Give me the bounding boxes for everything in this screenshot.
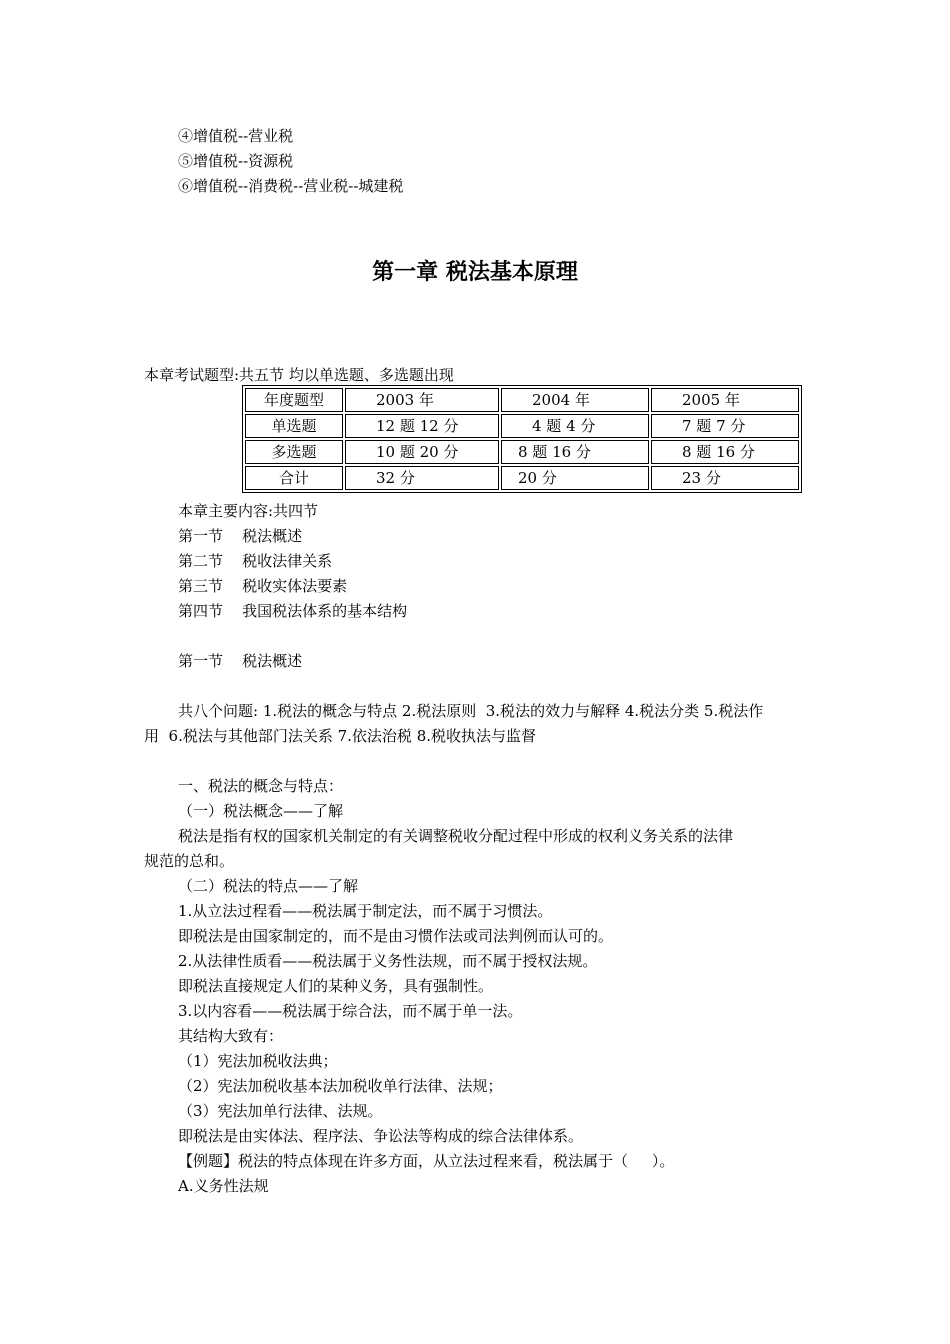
subheading: （二）税法的特点——了解: [178, 877, 359, 895]
section-item: 第二节 税收法律关系: [178, 552, 333, 570]
main-content-label: 本章主要内容:共四节: [178, 502, 319, 520]
table-cell: 多选题: [245, 440, 343, 464]
table-header-cell: 年度题型: [245, 388, 343, 412]
table-cell: 10 题 20 分: [345, 440, 499, 464]
section-item: 第三节 税收实体法要素: [178, 577, 348, 595]
list-item: ⑤增值税--资源税: [178, 152, 294, 170]
table-cell: 7 题 7 分: [651, 414, 799, 438]
table-header-cell: 2005 年: [651, 388, 799, 412]
table-header-row: [245, 388, 799, 412]
paragraph: 其结构大致有：: [178, 1027, 284, 1045]
section-heading: 第一节 税法概述: [178, 652, 303, 670]
exam-score-table: [242, 385, 802, 493]
exam-intro: 本章考试题型:共五节 均以单选题、多选题出现: [144, 366, 454, 384]
table-cell: 单选题: [245, 414, 343, 438]
section-item: 第一节 税法概述: [178, 527, 303, 545]
list-item: （3）宪法加单行法律、法规。: [178, 1102, 383, 1120]
questions-line: 共八个问题: 1.税法的概念与特点 2.税法原则 3.税法的效力与解释 4.税法分类 5.税法作: [178, 702, 764, 720]
list-item: （2）宪法加税收基本法加税收单行法律、法规；: [178, 1077, 503, 1095]
list-item: ⑥增值税--消费税--营业税--城建税: [178, 177, 404, 195]
table-row: [245, 466, 799, 490]
subheading: （一）税法概念——了解: [178, 802, 344, 820]
section-item: 第四节 我国税法体系的基本结构: [178, 602, 408, 620]
paragraph: 2.从法律性质看——税法属于义务性法规，而不属于授权法规。: [178, 952, 598, 970]
chapter-title: 第一章 税法基本原理: [372, 260, 578, 285]
paragraph: 3.以内容看——税法属于综合法，而不属于单一法。: [178, 1002, 523, 1020]
paragraph: 税法是指有权的国家机关制定的有关调整税收分配过程中形成的权利义务关系的法律: [178, 827, 734, 845]
table-cell: 4 题 4 分: [501, 414, 649, 438]
paragraph: 规范的总和。: [144, 852, 235, 870]
table-header-cell: 2003 年: [345, 388, 499, 412]
heading: 一、税法的概念与特点：: [178, 777, 344, 795]
list-item: ④增值税--营业税: [178, 127, 294, 145]
table-cell: 合计: [245, 466, 343, 490]
table-cell: 8 题 16 分: [651, 440, 799, 464]
table-cell: 12 题 12 分: [345, 414, 499, 438]
table-row: [245, 440, 799, 464]
table-row: [245, 414, 799, 438]
list-item: （1）宪法加税收法典；: [178, 1052, 338, 1070]
paragraph: 即税法是由国家制定的，而不是由习惯作法或司法判例而认可的。: [178, 927, 614, 945]
example-question: 【例题】税法的特点体现在许多方面，从立法过程来看，税法属于（ ）。: [178, 1152, 675, 1170]
answer-option: A.义务性法规: [178, 1177, 269, 1195]
table-cell: 32 分: [345, 466, 499, 490]
paragraph: 即税法直接规定人们的某种义务，具有强制性。: [178, 977, 494, 995]
table-cell: 8 题 16 分: [501, 440, 649, 464]
paragraph: 即税法是由实体法、程序法、争讼法等构成的综合法律体系。: [178, 1127, 584, 1145]
table-header-cell: 2004 年: [501, 388, 649, 412]
questions-line: 用 6.税法与其他部门法关系 7.依法治税 8.税收执法与监督: [144, 727, 537, 745]
table-cell: 23 分: [651, 466, 799, 490]
paragraph: 1.从立法过程看——税法属于制定法，而不属于习惯法。: [178, 902, 553, 920]
table-cell: 20 分: [501, 466, 649, 490]
